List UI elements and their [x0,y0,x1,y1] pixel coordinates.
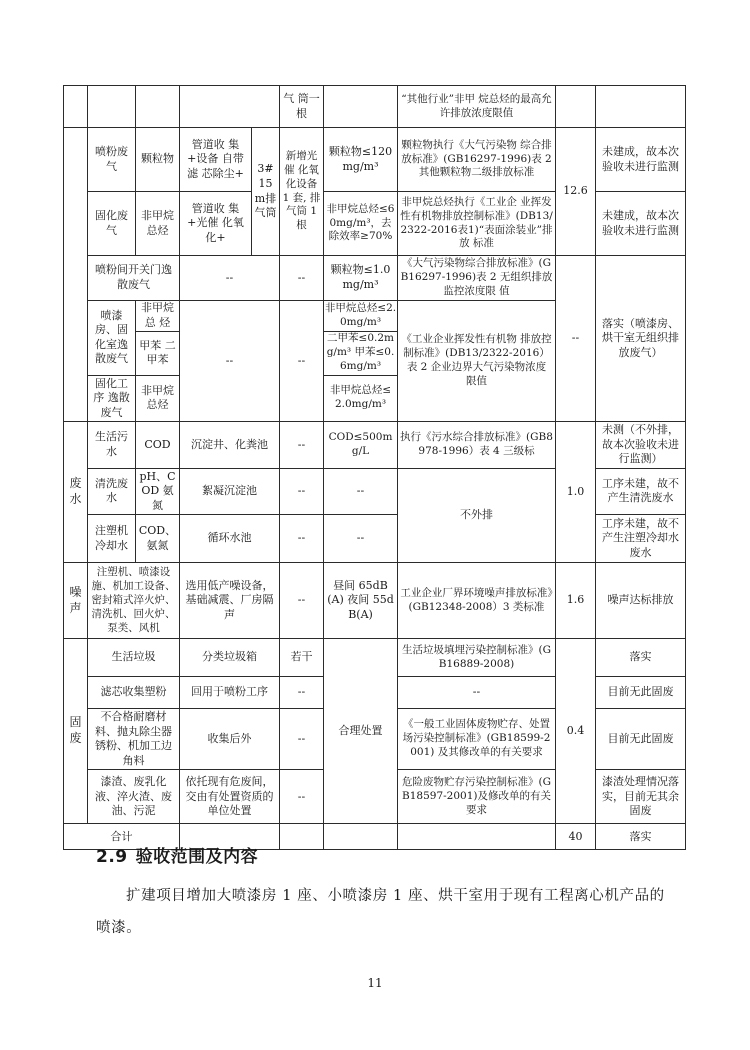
table-cell: 噪声达标排放 [596,563,686,639]
table-cell: 滤芯收集塑粉 [88,677,180,709]
table-cell: 《一般工业固体废物贮存、处置场污染控制标准》(GB18599-2001) 及其修改单的有关要求 [398,709,556,770]
table-cell: 合计 [64,824,180,850]
table-cell [324,300,398,375]
table-cell: -- [280,468,324,515]
table-cell: -- [556,256,596,422]
table-cell: 喷粉废气 [88,128,136,192]
table-cell: 合理处置 [324,639,398,824]
table-cell [64,128,88,422]
table-cell: 昼间 65dB(A) 夜间 55dB(A) [324,563,398,639]
table-cell: 颗粒物≤120mg/m³ [324,128,398,192]
table-cell: 工序未建，故不产生清洗废水 [596,468,686,515]
table-cell: -- [280,709,324,770]
table-cell: 颗粒物 [136,128,180,192]
table-row [64,639,686,677]
table-cell: 目前无此固废 [596,677,686,709]
table-cell: 落实（喷漆房、烘干室无组织排放废气） [596,256,686,422]
table-cell [596,86,686,128]
table-cell: 气 筒一根 [280,86,324,128]
table-cell: 落实 [596,639,686,677]
table-cell: 依托现有危废间，交由有处置资质的单位处置 [180,770,280,824]
table-cell: 颗粒物执行《大气污染物 综合排放标准》(GB16297-1996)表 2 其他颗粒物二级排放标准 [398,128,556,192]
table-cell [556,86,596,128]
table-cell: 生活垃圾 [88,639,180,677]
table-cell: 固化废气 [88,192,136,256]
table-cell: 管道收 集+设备 自带滤 芯除尘+ [180,128,252,192]
table-row [64,563,686,639]
table-cell: pH、COD 氨氮 [136,468,180,515]
table-cell: COD、氨氮 [136,515,180,563]
table-cell: 未建成，故本次验收未进行监测 [596,192,686,256]
table-cell: 1.6 [556,563,596,639]
table-row [64,86,686,128]
table-cell: “其他行业”非甲 烷总烃的最高允许排放浓度限值 [398,86,556,128]
table-cell: -- [324,468,398,515]
table-cell: -- [280,770,324,824]
table-cell: 喷漆房、固化室逸散废气 [88,300,136,375]
table-cell: -- [280,677,324,709]
table-cell [136,86,180,128]
table-cell: 不外排 [398,468,556,563]
table-cell: 非甲烷 总烃 [136,375,180,422]
table-cell: -- [180,300,280,422]
table-cell: 不合格耐磨材料、抛丸除尘器锈粉、机加工边角料 [88,709,180,770]
table-cell: 新增光催 化氧化设备 1 套, 排气筒 1 根 [280,128,324,256]
table-cell [180,86,280,128]
table-cell: 工序未建，故不产生注塑冷却水废水 [596,515,686,563]
table-cell: COD≤500mg/L [324,422,398,469]
table-cell [88,86,136,128]
table-cell: 危险废物贮存污染控制标准》(GB18597-2001)及修改单的有关要求 [398,770,556,824]
category-cell: 噪声 [64,563,88,639]
table-cell: 12.6 [556,128,596,256]
table-cell: 落实 [596,824,686,850]
table-row [64,422,686,469]
table-cell: 注塑机、喷漆设施、机加工设备、密封箱式淬火炉、清洗机、回火炉、泵类、风机 [88,563,180,639]
table-cell: 注塑机 冷却水 [88,515,136,563]
table-cell: 生活垃圾填埋污染控制标准》(GB16889-2008) [398,639,556,677]
table-cell: -- [398,677,556,709]
table-cell: 工业企业厂界环境噪声排放标准》(GB12348-2008）3 类标准 [398,563,556,639]
body-paragraph: 扩建项目增加大喷漆房 1 座、小喷漆房 1 座、烘干室用于现有工程离心机产品的喷漆。 [96,888,665,936]
table-cell: 喷粉间开关门逸散废气 [88,256,180,301]
table-cell: 管道收 集+光催 化氧化+ [180,192,252,256]
section-number: 2.9 [96,847,128,867]
table-cell: 0.4 [556,639,596,824]
table-cell: 漆渣处理情况落实，目前无其余固废 [596,770,686,824]
table-cell: 非甲烷总烃≤2.0mg/m³ [324,375,398,422]
table-cell: 沉淀井、化粪池 [180,422,280,469]
category-cell: 废水 [64,422,88,563]
table-cell: 絮凝沉淀池 [180,468,280,515]
section-heading [96,842,656,867]
table-cell: 选用低产噪设备，基础减震、厂房隔声 [180,563,280,639]
table-cell: -- [280,422,324,469]
category-cell: 固废 [64,639,88,824]
table-cell: 清洗废水 [88,468,136,515]
table-cell: 1.0 [556,422,596,563]
table-cell: -- [280,563,324,639]
table-cell: -- [280,300,324,422]
table-cell: 漆渣、废乳化液、淬火渣、废油、污泥 [88,770,180,824]
table-cell: 生活污水 [88,422,136,469]
table-cell: -- [324,515,398,563]
table-cell: 若干 [280,639,324,677]
page-number: 11 [367,976,383,990]
acceptance-table [63,85,686,850]
table-cell-upper: 非甲烷 总 烃 [136,301,179,332]
table-cell [64,86,88,128]
table-cell: COD [136,422,180,469]
table-cell: 收集后外 [180,709,280,770]
table-cell: -- [180,256,280,301]
table-cell: -- [280,515,324,563]
table-cell-lower: 二甲苯≤0.2mg/m³ 甲苯≤0.6mg/m³ [326,332,395,372]
table-cell: 分类垃圾箱 [180,639,280,677]
table-cell: 执行《污水综合排放标准》(GB8978-1996）表 4 三级标 [398,422,556,469]
table-cell: 未测（不外排，故本次验收未进行监测） [596,422,686,469]
table-cell: 目前无此固废 [596,709,686,770]
table-cell-upper: 非甲烷总烃≤2.0mg/m³ [324,301,397,332]
table-row [64,256,686,301]
table-cell-lower: 甲苯 二甲苯 [139,338,176,367]
table-cell: -- [280,256,324,301]
section-title: 验收范围及内容 [135,847,259,867]
table-cell: 固化工序 逸散废气 [88,375,136,422]
table-cell: 非甲烷总烃执行《工业企 业挥发性有机物排放控制标准》(DB13/2322-2016表1)“表面涂装业”排放 标准 [398,192,556,256]
table-cell: 《大气污染物综合排放标准》(GB16297-1996)表 2 无组织排放监控浓度限 值 [398,256,556,301]
table-cell: 回用于喷粉工序 [180,677,280,709]
table-cell: 循环水池 [180,515,280,563]
table-cell: 《工业企业挥发性有机物 排放控制标准》(DB13/2322-2016）表 2 企业边界大气污染物浓度 限值 [398,300,556,422]
table-cell: 颗粒物≤1.0mg/m³ [324,256,398,301]
table-cell: 40 [556,824,596,850]
table-cell: 非甲烷总烃≤60mg/m³，去除效率≥70% [324,192,398,256]
table-cell [324,86,398,128]
table-row [64,128,686,192]
table-cell: 未建成，故本次验收未进行监测 [596,128,686,192]
table-cell [136,300,180,375]
table-cell: 非甲烷 总烃 [136,192,180,256]
table-cell: 3#15m排气筒 [252,128,280,256]
